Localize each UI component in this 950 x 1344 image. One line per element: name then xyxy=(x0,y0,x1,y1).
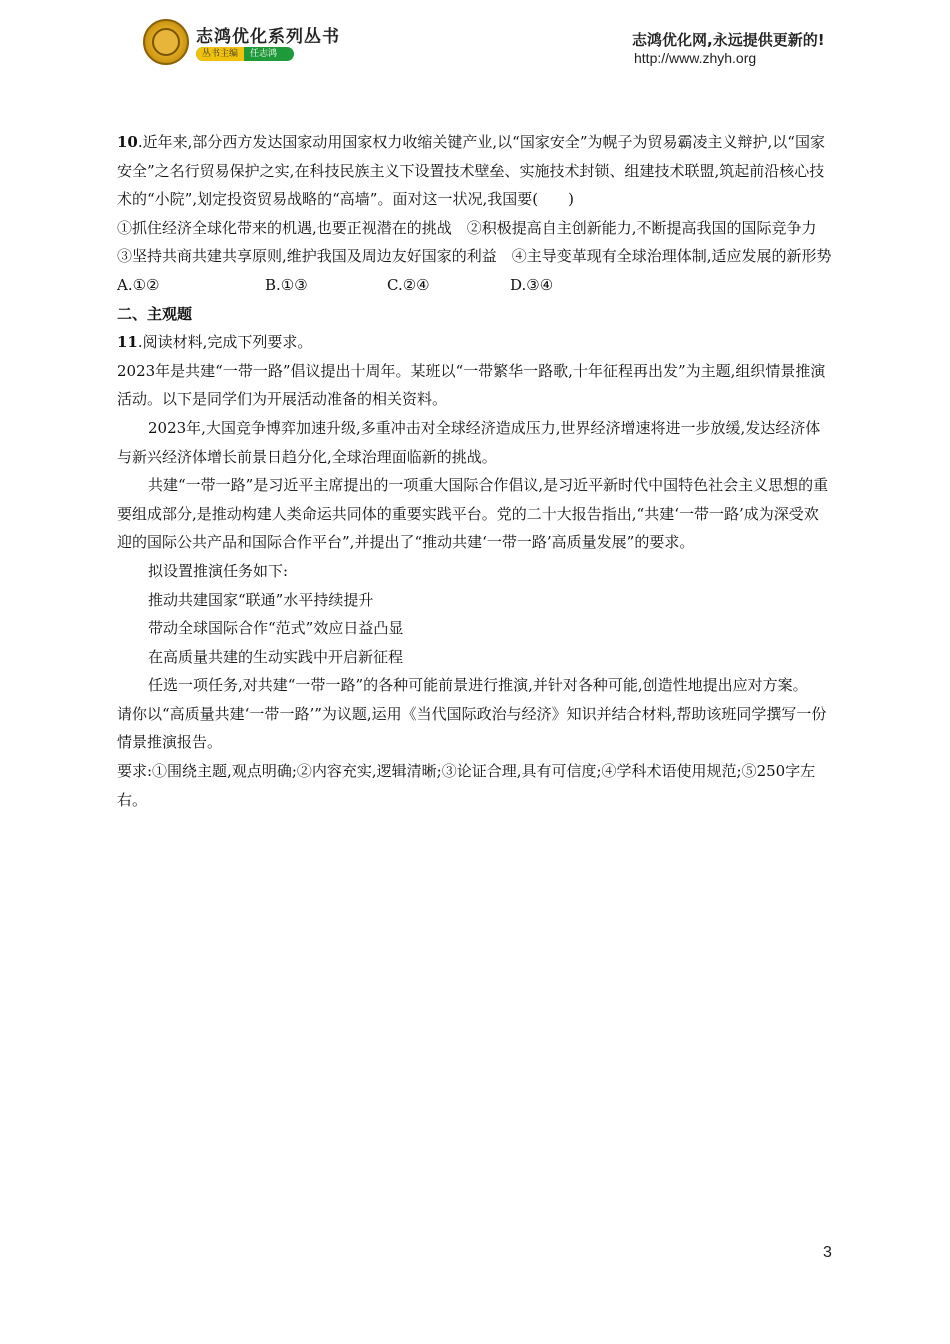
document-body xyxy=(117,128,833,814)
task-item: 在高质量共建的生动实践中开启新征程 xyxy=(148,647,404,666)
material-paragraph-3: 共建“一带一路”是习近平主席提出的一项重大国际合作倡议,是习近平新时代中国特色社会主义思想的重要组成部分,是推动构建人类命运共同体的重要实践平台。党的二十大报告指出,“共建‘一带一路’成为深受欢迎的国际公共产品和国际合作平台”,并提出了“推动共建‘一带一路’高质量发展”的要求。 xyxy=(117,476,829,552)
series-title: 志鸿优化系列丛书 xyxy=(196,27,340,47)
question-number: 11 xyxy=(117,333,138,352)
option-c: C.②④ xyxy=(387,275,430,294)
question-11-requirements: 要求:①围绕主题,观点明确;②内容充实,逻辑清晰;③论证合理,具有可信度;④学科术语使用规范;⑤250字左右。 xyxy=(117,762,816,809)
site-url[interactable]: http://www.zhyh.org xyxy=(634,50,757,66)
question-11-stem xyxy=(117,328,833,357)
task-item: 推动共建国家“联通”水平持续提升 xyxy=(148,590,374,609)
seal-logo-icon xyxy=(143,19,189,65)
question-10-text: .近年来,部分西方发达国家动用国家权力收缩关键产业,以“国家安全”为幌子为贸易霸凌主义辩护,以“国家安全”之名行贸易保护之实,在科技民族主义下设置技术壁垒、实施技术封锁、组建技术联盟,筑起前沿核心技术的“小院”,划定投资贸易战略的“高墙”。面对这一状况,我国要( ) xyxy=(117,133,825,209)
page-header xyxy=(0,0,950,80)
task-item: 带动全球国际合作“范式”效应日益凸显 xyxy=(148,619,404,638)
question-10-options xyxy=(117,271,833,300)
question-10-stem xyxy=(117,128,833,214)
option-d: D.③④ xyxy=(510,275,554,294)
editor-name: 任志鸿 xyxy=(250,49,278,59)
question-10-statements: ①抓住经济全球化带来的机遇,也要正视潜在的挑战 ②积极提高自主创新能力,不断提高我国的国际竞争力 ③坚持共商共建共享原则,维护我国及周边友好国家的利益 ④主导变革现有全球治理体制,适应发展的新形势 xyxy=(117,218,832,266)
question-11-intro: .阅读材料,完成下列要求。 xyxy=(137,333,313,352)
question-number: 10 xyxy=(117,133,138,151)
option-a: A.①② xyxy=(117,275,160,294)
material-paragraph-2: 2023年,大国竞争博弈加速升级,多重冲击对全球经济造成压力,世界经济增速将进一步放缓,发达经济体与新兴经济体增长前景日趋分化,全球治理面临新的挑战。 xyxy=(117,418,821,466)
editor-badge xyxy=(196,47,294,61)
section-title: 二、主观题 xyxy=(117,304,193,323)
editor-label: 丛书主编 xyxy=(196,47,244,61)
site-slogan: 志鸿优化网,永远提供更新的! xyxy=(632,31,825,49)
question-11-instruction: 请你以“高质量共建‘一带一路’”为议题,运用《当代国际政治与经济》知识并结合材料,帮助该班同学撰写一份情景推演报告。 xyxy=(117,704,827,752)
option-b: B.①③ xyxy=(265,275,308,294)
material-paragraph-1: 2023年是共建“一带一路”倡议提出十周年。某班以“一带繁华一路歌,十年征程再出发”为主题,组织情景推演活动。以下是同学们为开展活动准备的相关资料。 xyxy=(117,361,826,409)
material-paragraph-5: 任选一项任务,对共建“一带一路”的各种可能前景进行推演,并针对各种可能,创造性地提出应对方案。 xyxy=(148,676,808,695)
page-number: 3 xyxy=(823,1244,832,1261)
material-paragraph-4: 拟设置推演任务如下: xyxy=(148,561,289,580)
